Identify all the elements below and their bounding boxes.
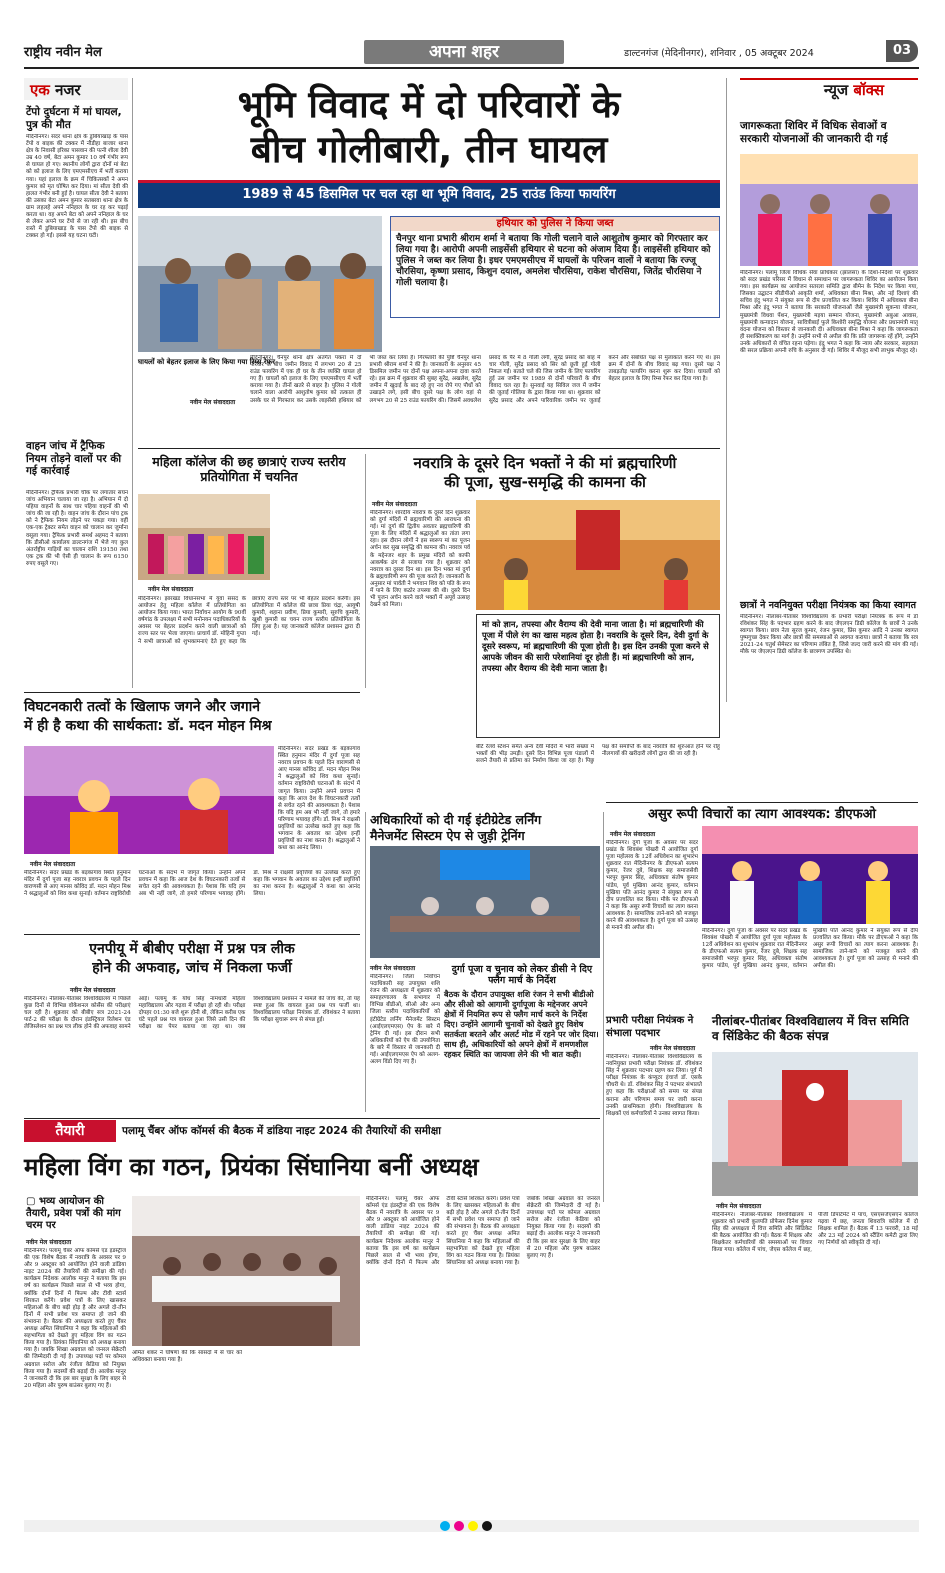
footer-color-dots xyxy=(440,1521,492,1531)
tayari-byline: नवीन मेल संवाददाता xyxy=(26,1239,72,1246)
awareness-camp-photo-icon xyxy=(740,154,918,266)
university-building-photo-icon xyxy=(712,1052,918,1196)
meeting-hall-photo-icon xyxy=(370,846,600,958)
npu-finance-body: मेदिनीनगर। नीलांबर-पीतांबर विश्वविद्यालय में शुक्रवार को प्रभारी कुलपति प्रोफेसर दिनेश कुमार सिंह की अध्यक्षता में वित्त समिति और सिंडिकेट की बैठक आयोजित की गई। बैठक में शिक्षक और शिक्षकेतर कर्मचारियों की समस्याओं पर विचार किया गया। कॉलेज में पांच, जेएस कॉलेज में छह, पीजी डिपार्टमेंट में पांच, एसएसजेएसएन कॉलेज गढ़वा में छह, जनता शिवरात्रि कॉलेज में दो शिक्षक शामिल हैं। बैठक में 13 फरवरी, 18 मई और 23 मई 2024 को स्टैंडिंग कमेटी द्वारा लिए गए निर्णयों को स्वीकृति दी गई। xyxy=(712,1212,918,1254)
page-header xyxy=(24,38,919,66)
mahila-college-headline: महिला कॉलेज की छह छात्राएं राज्य स्तरीय प्रतियोगिता में चयनित xyxy=(152,454,346,484)
lead-body: मेदिनीनगर। चैनपुर थाना क्षेत्र अंतर्गत पकरा में दो परिवार के बीच जमीन विवाद में लगभग 20 से 25 राउंड फायरिंग में एक ही घर के तीन व्यक्ति घायल हो गए हैं। घायलों को इलाज के लिए एमएमसीएच में भर्ती कराया गया है। तीनों खतरे से बाहर है। पुलिस ने गोली चलाने वाला आरोपी आशुतोष कुमार को तत्काल ही उसके घर से गिरफ्तार कर उसके लाइसेंसी हथियार को भी जब्त कर लिया है। गिरफ्तारी की पुष्टि चैनपुर थाना प्रभारी श्रीराम शर्मा ने की है। जानकारी के अनुसार 45 डिसमिल जमीन पर दोनों पक्ष अपना-अपना दावा करते रहे। इस क्रम में शुक्रवार की सुबह सुरेंद्र, अखलेश, सुरेंद्र जमीन में खुदाई के बाद रहे हुए नव रोपे गए पौधों को उखाड़ने लगे, इसी बीच दूसरे पक्ष के लोग वहां से लगभग 20 से 25 राउंड फायरिंग की। जिसमें अवधलेश प्रसाद के पैर में 8 गोली लगी, सुरेंद्र प्रसाद को बांह में चार गोली, सुरेंद्र प्रसाद को सिर को छूती हुई गोली निकल गई। बताते चले की जिस जमीन के लिए फायरिंग हुई उस जमीन पर 1989 से दोनों परिवारों के बीच विवाद चल रहा है। सुनवाई यह सिविल जज में जमीन की जुताई गोलिया के द्वारा किया गया था। शुक्रवार को सुरेंद्र प्रसाद और अपने पारिवारिक जमीन पर जुताई करने और संबंधित पक्ष से मुलाकात करने गए थे। इस क्रम में दोनों के बीच विवाद बढ़ गया। दूसरे पक्ष ने ताबड़तोड़ फायरिंग करना शुरू कर दिया। घायलों को बेहतर इलाज के लिए रिम्स रेफर कर दिया गया है। xyxy=(250,355,720,404)
lead-bottom-rule xyxy=(138,448,720,449)
navratri-headline-line1: नवरात्रि के दूसरे दिन भक्तों ने की मां ब्रह्मचारिणी xyxy=(413,454,677,472)
yellow-dot-icon xyxy=(468,1521,478,1531)
adhikari-headline xyxy=(370,812,600,844)
section-rule xyxy=(24,1118,600,1119)
brief2-body: मेदिनीनगर। ट्रैफिक प्रभारी चौक पर लगातार सघन जांच अभियान चलाया जा रहा है। अभियान में दो पहिया वाहनों के साथ चार पहिया वाहनों की भी जांच की जा रही है। वाहन जांच के दौरान पांच ट्रक को ने ट्रैफिक नियम तोड़ने पर पकड़ा गया। वहीं एक-एक ट्रेक्टर समेत वाहन को चालान कर जुर्माना वसूला गया। ट्रैफिक प्रभारी समर्थ अहमद ने बताया कि डीसीओ कार्यालय डाल्टनगंज में भेजे गए कुल अंतर्राष्ट्रीय गाड़ियों का चालान राशि 19150 तथा एक ट्रक की भी ऐसी ही चालान के रूप 6150 रुपए वसूले गए। xyxy=(26,490,128,567)
lead-headline-line1: भूमि विवाद में दो परिवारों के xyxy=(237,83,621,126)
vighatankari-headline-line2: में ही है कथा की सार्थकता: डॉ. मदन मोहन मिश्र xyxy=(24,718,272,734)
newsbox-label xyxy=(740,78,918,102)
asur-byline: नवीन मेल संवाददाता xyxy=(610,831,656,838)
brief1-headline: टेंपो दुर्घटना में मां घायल, पुत्र की मौत xyxy=(26,106,122,131)
navratri-body: मेदिनीनगर। शारदीय नवरात्र के दूसरे दिन शुक्रवार को दुर्गा मंदिरों में ब्रह्मचारिणी की आराधना की गई। मां दुर्गा की द्वितीय अवतार ब्रह्मचारिणी की पूजा के लिए मंदिरों में श्रद्धालुओं का तांता लगा रहा। इस दौरान लोगों ने इस स्वरूप मां का पूजन अर्चन कर सुख समृद्धि की कामना की। नवरात्र पर्व के मद्देनजर शहर के प्रमुख मंदिरों को काफी आकर्षक ढंग से सजाया गया है। शुक्रवार को नवरात्र का दूसरा दिन था। इस दिन भक्त मां दुर्गा के ब्रह्मचारिणी रूप की पूजा करते हैं। जानकारी के अनुसार मां पार्वती ने भगवान शिव को पति के रूप में पाने के लिए कठोर तपस्या की थी। दुसरे दिन भी पूजन अर्चन करने वाले भक्तों में अपूर्व उत्साह देखने को मिला। xyxy=(370,510,470,609)
newsbox-label-black: न्यूज xyxy=(823,81,849,99)
lead-headline xyxy=(138,82,720,172)
injured-men-photo-icon xyxy=(138,216,382,352)
vighatankari-byline: नवीन मेल संवाददाता xyxy=(30,861,76,868)
adhikari-body: मेदिनीनगर। जिला निर्वाचन पदाधिकारी सह उपायुक्त शशि रंजन की अध्यक्षता में शुक्रवार को समाहरणालय के सभागार में विभिन्न बीडीओ, सीओ और अन्य जिला स्तरीय पदाधिकारियों को इंटीग्रेटेड लर्निंग मैनेजमेंट सिस्टम (आईएलएमएस) ऐप के बारे में ट्रेनिंग दी गई। इस दौरान सभी अधिकारियों को ऐप की उपयोगिता के बारे में विस्तार से जानकारी दी गई। आईएलएमएस ऐप को अलग-अलग विंडो दिए गए हैं। xyxy=(370,974,440,1066)
newsbox-label-red: बॉक्स xyxy=(853,81,884,99)
column-rule xyxy=(603,812,604,1202)
npu-exam-body: मेदिनीनगर। नीलांबर-पीतांबर विश्वविद्यालय में पिछले कुछ दिनों से विभिन्न वोकेशनल कोर्सेस की परीक्षाएं चल रही है। शुक्रवार को बीबीए सत्र 2021-24 पार्ट-2 की परीक्षा के दौरान इंडस्ट्रियल रिलेशन एंड लेजिस्लेशन का प्रश्न पत्र लीक होने की अफवाह सामने आई। पलामू के योध सिंह नामधारी महिला महाविद्यालय और गढ़वा में परीक्षा हो रही थी। परीक्षा दोपहर 01:30 बजे शुरू होनी थी, लेकिन करीब एक घंटे पहले प्रश्न पत्र वायरल हुआ जिसे उसी दिन की परीक्षा का पेपर बताया जा रहा था। जब विश्वविद्यालय प्रशासन ने मामले की जांच की, तो यह स्पष्ट हुआ कि वायरल हुआ प्रश्न पत्र फर्जी था। विश्वविद्यालय परीक्षा नियंत्रक डॉ. रविशंकर ने बताया कि परीक्षा सुचारू रूप से संपन्न हुई। xyxy=(24,996,360,1031)
puja-devotees-photo-icon xyxy=(476,500,720,610)
npu-exam-headline-line1: एनपीयू में बीबीए परीक्षा में प्रश्न पत्र लीक xyxy=(89,941,295,957)
vighatankari-photo xyxy=(24,746,274,854)
column-rule xyxy=(132,78,133,688)
tayari-kicker: पलामू चैंबर ऑफ कॉमर्स की बैठक में डांडिया नाइट 2024 की तैयारियों की समीक्षा xyxy=(122,1125,442,1137)
asur-body-cont: मेदिनीनगर। दुर्गा पूजा के अवसर पर सदर प्रखंड के शिवबंश पोखरी में आयोजित दुर्गा पूजा महोत्सव के 12वें अधिवेशन का शुभारंभ शुक्रवार रात मेदिनीनगर के डीएफओ सत्यम कुमार, रेंजर दुबे, शिक्षक सह समाजसेवी भरपूर कुमार सिंह, अधिवक्ता संतोष कुमार पांडेय, पूर्व मुखिया आनंद कुमार, वर्तमान मुखिया पति आनंद कुमार ने संयुक्त रूप से दीप प्रज्वलित कर किया। मौके पर डीएफओ ने कहा कि असुर रूपी विचारों का त्याग करना आवश्यक है। सामाजिक ताने-बाने को मजबूत करने की आवश्यकता है। दुर्गा पूजा को उत्साह से मनाने की अपील की। xyxy=(702,928,918,970)
navratri-headline-line2: की पूजा, सुख-समृद्धि की कामना की xyxy=(444,473,646,491)
tayari-body: मेदिनीनगर। पलामू चैंबर ऑफ कॉमर्स एंड इंडस्ट्रीज की एक विशेष बैठक में नवरात्रि के अवसर पर 9 और 9 अक्टूबर को आयोजित होने वाली डांडिया नाइट 2024 की तैयारियों की समीक्षा की गई। कार्यक्रम निदेशक आलोक मानुर ने बताया कि इस वर्ष का कार्यक्रम पिछले साल से भी भव्य होगा, क्योंकि दोनों दिनों में फिल्म और टीवी स्टार्स शिरकत करेंगे। प्रवेश पत्रों के लिए खासकर महिलाओं के बीच बढ़ी होड़ है और अगले दो-तीन दिनों में सभी प्रवेश पत्र समाप्त हो जाने की संभावना है। बैठक की अध्यक्षता करते हुए चैंबर अध्यक्ष अमित सिंघानिया ने कहा कि महिलाओं की सहभागिता को देखते हुए महिला विंग का गठन किया गया है। प्रियंका सिंघानिया को अध्यक्ष बनाया गया है। जबकि शिखा अग्रवाल को जनरल सेक्रेटरी की जिम्मेदारी दी गई है। उपाध्यक्ष पदों पर कोमल अग्रवाल सरोज और रंजीता केडिया को नियुक्त किया गया है। सदस्यों की बढ़ाई दी। आलोक मानुर ने जानकारी दी कि इस बार सुरक्षा के लिए बाहर से 20 महिला और पुरुष बाउंसर बुलाए गए हैं। xyxy=(366,1196,600,1266)
asur-headline: असुर रूपी विचारों का त्याग आवश्यक: डीएफओ xyxy=(648,807,876,822)
adhikari-byline: नवीन मेल संवाददाता xyxy=(370,965,416,972)
exam-controller-byline: नवीन मेल संवाददाता xyxy=(650,1045,696,1052)
durga-election-body: बैठक के दौरान उपायुक्त शशि रंजन ने सभी बीडीओ और सीओ को आगामी दुर्गापूजा के मद्देनजर अपने क्षेत्रों में नियमित रूप से फ्लैग मार्च करने के निर्देश दिए। उन्होंने आगामी चुनावों को देखते हुए विशेष सतर्कता बरतने और अलर्ट मोड में रहने पर जोर दिया। साथ ही, अधिकारियों को अपने क्षेत्रों में शमणशील रहकर स्थिति का जायजा लेने की भी बात कही। xyxy=(444,990,599,1059)
adhikari-photo xyxy=(370,846,600,958)
masthead: राष्ट्रीय नवीन मेल xyxy=(24,45,102,60)
column-rule xyxy=(365,812,366,1112)
tayari-body-first: मेदिनीनगर। पलामू चैंबर ऑफ कॉमर्स एंड इंडस्ट्रीज की एक विशेष बैठक में नवरात्रि के अवसर पर 9 और 9 अक्टूबर को आयोजित होने वाली डांडिया नाइट 2024 की तैयारियों की समीक्षा की गई। कार्यक्रम निदेशक आलोक मानुर ने बताया कि इस वर्ष का कार्यक्रम पिछले साल से भी भव्य होगा, क्योंकि दोनों दिनों में फिल्म और टीवी स्टार्स शिरकत करेंगे। प्रवेश पत्रों के लिए खासकर महिलाओं के बीच बढ़ी होड़ है और अगले दो-तीन दिनों में सभी प्रवेश पत्र समाप्त हो जाने की संभावना है। बैठक की अध्यक्षता करते हुए चैंबर अध्यक्ष अमित सिंघानिया ने कहा कि महिलाओं की सहभागिता को देखते हुए महिला विंग का गठन किया गया है। प्रियंका सिंघानिया को अध्यक्ष बनाया गया है। जबकि शिखा अग्रवाल को जनरल सेक्रेटरी की जिम्मेदारी दी गई है। उपाध्यक्ष पदों पर कोमल अग्रवाल सरोज और रंजीता केडिया को नियुक्त किया गया है। सदस्यों की बढ़ाई दी। आलोक मानुर ने जानकारी दी कि इस बार सुरक्षा के लिए बाहर से 20 महिला और पुरुष बाउंसर बुलाए गए हैं। xyxy=(24,1248,126,1389)
dateline: डाल्टनगंज (मेदिनीनगर), शनिवार , 05 अक्टूबर 2024 xyxy=(624,48,814,59)
lead-photo-caption: घायलों को बेहतर इलाज के लिए किया गया रिम्स रेफर xyxy=(138,358,288,367)
npu-finance-byline: नवीन मेल संवाददाता xyxy=(716,1203,762,1210)
vighatankari-headline xyxy=(24,698,360,736)
lead-photo xyxy=(138,216,382,352)
navratri-headline xyxy=(370,454,720,492)
tayari-photo-caption: अमित शंकर ने घोषणा की कि सांसदों में से चार को अधिवक्ता बनाया गया है। xyxy=(132,1350,242,1364)
npu-exam-headline-line2: होने की अफवाह, जांच में निकला फर्जी xyxy=(92,960,292,976)
navratri-byline: नवीन मेल संवाददाता xyxy=(372,501,418,508)
mahila-college-body: मेदिनीनगर। झारखंड विधानसभा में युवा संसद के आयोजन हेतु महिला कॉलेज में प्रतियोगिता का आयोजन किया गया। भारत निर्वाचन आयोग के 90वीं वर्षगांठ के उपलक्ष्य में सभी मनोनयन पदाधिकारियों के अवसर पर बेहतर प्रदर्शन करने वाली छात्राओं को राज्य स्तर पर भेजा जाएगा। प्राचार्य डॉ. मोहिनी गुप्ता ने सभी छात्राओं को शुभकामनाएं देते हुए कहा कि छात्राएं राज्य स्तर पर भी बेहतर प्रदर्शन करेंगी। इस प्रतियोगिता में कॉलेज की छात्रा प्रिया चंद्रा, आयुषी कुमारी, शहाना प्रवीण, प्रिया कुमारी, सुरुचि कुमारी, खुशी कुमारी का चयन राज्य स्तरीय प्रतियोगिता के लिए हुआ है। यह जानकारी कॉलेज प्रशासन द्वारा दी गई। xyxy=(138,596,360,645)
section-rule xyxy=(606,802,918,803)
lead-strap: 1989 से 45 डिसमिल पर चल रहा था भूमि विवाद, 25 राउंड किया फायरिंग xyxy=(138,180,720,208)
brief1-body: मेदिनीनगर। सदर थाना क्षेत्र के डुबियाखाड़ के पास टेंपो व बाइक की टक्कर में नौडीहा बाजार थाना क्षेत्र के निवासी इरिका पासवान की पत्नी शीला देवी उम्र 40 वर्ष, बेटा अमन कुमार 10 वर्ष गंभीर रूप से घायल हो गए। स्थानीय लोगों द्वारा दोनों मां बेटा को को इलाज के लिए एमएमसीएच में भर्ती कराया गया। यहां इलाज के क्रम में चिकित्सकों ने अमन कुमार को मृत घोषित कर दिया। मां सीता देवी की हालत गंभीर बनी हुई है। घायल सीता देवी ने बताया की उसका बेटा अमन कुमार सतबरवा थाना क्षेत्र के ग्राम लहलहे अपने ननिहाल के घर रह कर पढ़ाई करता था। वह अपने बेटा को अपने ननिहाल के घर से लेकर अपने घर टेंपो से जा रही थी। इस बीच रास्ते में डुबियाखाड़ के पास टेंपो की बाइक से टक्कर हो गई। इससे यह घटना घटी। xyxy=(26,134,128,240)
page-number: 03 xyxy=(886,40,918,62)
npu-finance-headline: नीलांबर-पीतांबर विश्वविद्यालय में वित्त समिति व सिंडिकेट की बैठक संपन्न xyxy=(712,1014,909,1043)
newsbox-story1-headline: जागरूकता शिविर में विधिक सेवाओं व सरकारी योजनाओं की जानकारी दी गई xyxy=(740,120,888,145)
section-title: अपना शहर xyxy=(364,40,564,64)
vighatankari-body-side: मेदिनीनगर। सदर प्रखंड के बड़कागांव स्थित हनुमान मंदिर में दुर्गा पूजा सह नवरात्र प्रवचन के पहले दिन वाराणसी से आए मानस कोविद डॉ. मदन मोहन मिश्र ने श्रद्धालुओं को शिव कथा सुनाई। वर्तमान राष्ट्रविरोधी घटनाओं के संदर्भ में जागृत किया। उन्होंने अपने प्रवचन में कहा कि आज देश के विघटनकारी तत्वों से सचेत रहने की आवश्यकता है। पेशाब कि यदि हम अब भी नहीं जागे, तो हमारे परिणाम भयावह होंगे। डॉ. मिश्र ने राक्षसी प्रवृत्तियों का उल्लेख करते हुए कहा कि भगवान के अवतार का उद्देश्य इन्हीं प्रवृत्तियों का नाश करना है। श्रद्धालुओं ने कथा का आनंद लिया। xyxy=(278,746,360,852)
mahila-college-photo xyxy=(138,494,270,580)
navratri-body2: बेटिं रेलवे स्टेशन समेत अन्य देवी मंदिरों में भारी संख्या में भक्तों की भीड़ उमड़ी। दूसरे दिन विभिन्न पूजा पंडालों में सजने तैयारी से प्रतिमा का निर्माण किया जा रहा है। पिछु पक्ष की समाप्ति के बाद नवरात्रि की शुरुआत होने पर रोहू नीलगायों की खरीदारी लोगों द्वारा की जा रही है। xyxy=(476,744,720,765)
adhikari-headline-line1: अधिकारियों को दी गई इंटीग्रेटेड लर्निंग xyxy=(370,812,542,827)
adhikari-headline-line2: मैनेजमेंट सिस्टम ऐप से जुड़ी ट्रेनिंग xyxy=(370,828,525,843)
navratri-quote-box xyxy=(476,614,720,738)
puja-inauguration-photo-icon xyxy=(702,826,918,924)
vighatankari-headline-line1: विघटनकारी तत्वों के खिलाफ जगने और जगाने xyxy=(24,699,261,715)
tayari-tag: तैयारी xyxy=(24,1120,116,1142)
newsbox-story1-photo xyxy=(740,154,918,266)
navratri-photo xyxy=(476,500,720,610)
brief2-headline: वाहन जांच में ट्रैफिक नियम तोड़ने वालों पर की गई कार्रवाई xyxy=(26,440,122,477)
exam-controller-headline: प्रभारी परीक्षा नियंत्रक ने संभाला पदभार xyxy=(606,1015,694,1039)
section-rule xyxy=(24,692,360,693)
newsbox-story2-body: मेदिनीनगर। नीलांबर-पीतांबर विश्वविद्यालय के प्रभारी परीक्षा नियंत्रक के रूप में डॉ रविशंकर सिंह के पदभार ग्रहण करने के बाद जेएलएन डिग्री कॉलेज के छात्रों ने उनके स्वागत किया। छात्र नेता सूरज कुमार, रंजन कुमार, प्रिंस कुमार आदि ने उनका स्वागत पुष्पगुच्छ देकर किया और छात्रों की समस्याओं से अवगत कराया। छात्रों ने बताया कि सत्र 2021-24 चतुर्थ सेमेस्टर का परिणाम लंबित है, जिसे जल्द जारी करने की मांग की गई। मौके पर जेएलएन डिग्री कॉलेज के छात्रगण उपस्थित थे। xyxy=(740,614,918,656)
asur-photo xyxy=(702,826,918,924)
preacher-stage-photo-icon xyxy=(24,746,274,854)
npu-exam-headline xyxy=(24,940,360,978)
header-rule xyxy=(24,67,919,69)
ek-nazar-label-red: एक xyxy=(30,81,50,99)
column-rule xyxy=(365,454,366,688)
lead-infobox-text: चैनपुर थाना प्रभारी श्रीराम शर्मा ने बताया कि गोली चलाने वाले आशुतोष कुमार को गिरफ्तार कर लिया गया है। आरोपी अपनी लाइसेंसी हथियार से घटना को अंजाम दिया है। लाइसेंसी हथियार को पुलिस ने जब्त कर लिया है। इधर एमएमसीएच में घायलों के परिजन वालों ने बताया कि रज्जू चौरसिया, कृष्णा प्रसाद, किशुन दयाल, अमलेश चौरसिया, राकेश चौरसिया, जितेंद्र चौरसिया ने गोली चलाया है। xyxy=(396,234,711,288)
newsbox-story1-body: मेदिनीनगर। पलामू जिला विधिक सेवा प्राधिकार (झालसा) के दिशा-निर्देशों पर शुक्रवार को सदर प्रखंड परिसर में विधान से समाधान पर जागरूकता शिविर का आयोजन किया गया। इस कार्यक्रम का आयोजन सतरला समिति द्वारा बीमेन के निदेश पर किया गया, जिसका उद्घाटन सीडीपीओ आकृति शर्मा, अधिवक्ता बीना मिश्रा, और नई दिशाएं की सचिव इंदु भगत ने संयुक्त रूप से दीप प्रज्वलित कर किया। शिविर में अधिवक्ता बीना मिश्रा और इंदु भगत ने बताया कि सरकारी योजनाओं जैसे मुख्यमंत्री सुकन्या योजना, मुख्यमंत्री विधवा पेंशन, मुख्यमंत्री मइया सम्मान योजना, मुख्यमंत्री अबुआ आवास, मुख्यमंत्री कन्यादान योजना, सावित्रीबाई फुले किशोरी समृद्धि योजना और प्रधानमंत्री मातृ वंदना योजना को विस्तार से जानकारी दी। अधिवक्ता बीना मिश्रा ने कहा कि जागरूकता ही सशक्तिकरण का मार्ग है। उन्होंने सभी से अपील की कि प्रति जागरूक रहें होंगे, उन्होंने उनके अधिकारों से वंचित रहना पड़ेगा। इंदु भगत ने कहा कि न्याय और सरकार, सहायता की सरल प्रक्रिया अपनी रुचि के अनुसार दी गई। शिविर में मौजूद सभी लाभुक मौजूद रहे। xyxy=(740,270,918,355)
square-bullet-icon: ▢ xyxy=(26,1196,39,1207)
navratri-quote: मां को ज्ञान, तपस्या और वैराग्य की देवी माना जाता है। मां ब्रह्मचारिणी की पूजा में पीले रंग का खास महत्व होता है। नवरात्रि के दूसरे दिन, देवी दुर्गा के दूसरे स्वरूप, मां ब्रह्मचारिणी की पूजा होती है। इस दिन उनकी पूजा करने से आपके जीवन की सारी परेशानियां दूर होती हैं। मां ब्रह्मचारिणी को ज्ञान, तपस्या और वैराग्य की देवी माना जाता है। xyxy=(482,619,709,673)
section-rule xyxy=(24,934,360,935)
magenta-dot-icon xyxy=(454,1521,464,1531)
durga-election-headline: दुर्गा पूजा व चुनाव को लेकर डीसी ने दिए फ्लैग मार्च के निर्देश xyxy=(451,964,593,986)
tayari-photo xyxy=(132,1196,360,1346)
exam-controller-body: मेदिनीनगर। नीलांबर-पीतांबर विश्वविद्यालय के नवनियुक्त प्रभारी परीक्षा नियंत्रक डॉ. रविशंकर सिंह ने शुक्रवार पदभार ग्रहण कर लिया। पूर्व में परीक्षा नियंत्रक के कंप्यूटर इंचार्ज डॉ. एसके चौधरी थे। डॉ. रविशंकर सिंह ने पदभार संभालते हुए कहा कि परीक्षाओं को समय पर संपन्न कराना और परिणाम समय पर जारी करना उनकी प्राथमिकता होगी। विश्वविद्यालय के शिक्षकों एवं कर्मचारियों ने उनका स्वागत किया। xyxy=(606,1054,702,1117)
mahila-college-byline: नवीन मेल संवाददाता xyxy=(148,586,194,593)
black-dot-icon xyxy=(482,1521,492,1531)
students-group-photo-icon xyxy=(138,494,270,580)
newsbox-story2-headline: छात्रों ने नवनियुक्त परीक्षा नियंत्रक का किया स्वागत xyxy=(740,600,917,611)
tayari-sub-text: भव्य आयोजन की तैयारी, प्रवेश पत्रों की मांग चरम पर xyxy=(26,1196,121,1231)
ek-nazar-label xyxy=(24,78,128,100)
lead-headline-line2: बीच गोलीबारी, तीन घायल xyxy=(250,128,608,171)
vighatankari-body: मेदिनीनगर। सदर प्रखंड के बड़कागांव स्थित हनुमान मंदिर में दुर्गा पूजा सह नवरात्र प्रवचन के पहले दिन वाराणसी से आए मानस कोविद डॉ. मदन मोहन मिश्र ने श्रद्धालुओं को शिव कथा सुनाई। वर्तमान राष्ट्रविरोधी घटनाओं के संदर्भ में जागृत किया। उन्होंने अपने प्रवचन में कहा कि आज देश के विघटनकारी तत्वों से सचेत रहने की आवश्यकता है। पेशाब कि यदि हम अब भी नहीं जागे, तो हमारे परिणाम भयावह होंगे। डॉ. मिश्र ने राक्षसी प्रवृत्तियों का उल्लेख करते हुए कहा कि भगवान के अवतार का उद्देश्य इन्हीं प्रवृत्तियों का नाश करना है। श्रद्धालुओं ने कथा का आनंद लिया। xyxy=(24,870,360,898)
lead-byline: नवीन मेल संवाददाता xyxy=(190,399,236,406)
ek-nazar-label-black: नजर xyxy=(55,81,81,99)
tayari-sub xyxy=(26,1196,126,1232)
tayari-headline: महिला विंग का गठन, प्रियंका सिंघानिया बनीं अध्यक्ष xyxy=(24,1153,479,1181)
lead-infobox-title: हथियार को पुलिस ने किया जब्त xyxy=(391,217,719,231)
npu-exam-byline: नवीन मेल संवाददाता xyxy=(70,987,116,994)
cyan-dot-icon xyxy=(440,1521,450,1531)
lead-infobox xyxy=(390,216,720,318)
asur-body: मेदिनीनगर। दुर्गा पूजा के अवसर पर सदर प्रखंड के शिवबंश पोखरी में आयोजित दुर्गा पूजा महोत्सव के 12वें अधिवेशन का शुभारंभ शुक्रवार रात मेदिनीनगर के डीएफओ सत्यम कुमार, रेंजर दुबे, शिक्षक सह समाजसेवी भरपूर कुमार सिंह, अधिवक्ता संतोष कुमार पांडेय, पूर्व मुखिया आनंद कुमार, वर्तमान मुखिया पति आनंद कुमार ने संयुक्त रूप से दीप प्रज्वलित कर किया। मौके पर डीएफओ ने कहा कि असुर रूपी विचारों का त्याग करना आवश्यक है। सामाजिक ताने-बाने को मजबूत करने की आवश्यकता है। दुर्गा पूजा को उत्साह से मनाने की अपील की। xyxy=(606,840,698,932)
npu-finance-photo xyxy=(712,1052,918,1196)
chamber-meeting-photo-icon xyxy=(132,1196,360,1346)
column-rule xyxy=(726,78,727,702)
